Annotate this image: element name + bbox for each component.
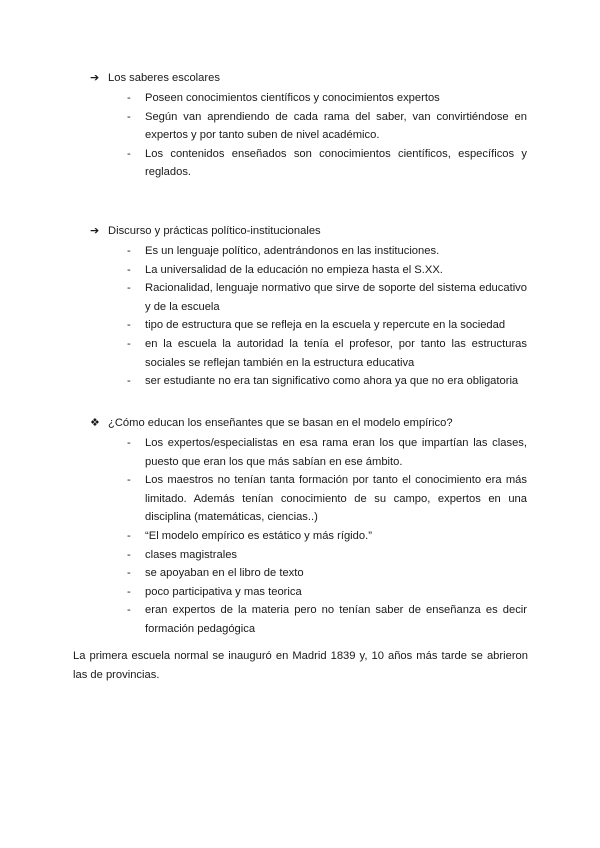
list-item — [0, 89, 600, 108]
section-heading — [90, 414, 453, 432]
list-item — [0, 372, 600, 391]
list-item-text: tipo de estructura que se refleja en la escuela y repercute en la sociedad — [145, 319, 506, 332]
dash-bullet: - — [127, 263, 131, 276]
list-item-text: se apoyaban en el libro de texto — [145, 567, 304, 580]
section-list — [0, 89, 600, 182]
dash-bullet: - — [127, 548, 131, 561]
list-item — [0, 601, 600, 638]
list-item-text: Los contenidos enseñados son conocimientos científicos, específicos y reglados. — [145, 147, 527, 179]
list-item — [0, 583, 600, 602]
section-list — [0, 242, 600, 391]
list-item-text: Según van aprendiendo de cada rama del saber, van convirtiéndose en expertos y por tanto suben de nivel académico. — [145, 110, 527, 142]
list-item-text: Los expertos/especialistas en esa rama eran los que impartían las clases, puesto que eran los que más sabían en ese ámbito. — [145, 437, 527, 468]
section-list — [0, 434, 600, 639]
dash-bullet: - — [127, 282, 131, 295]
list-item — [0, 279, 600, 316]
dash-bullet: - — [127, 92, 131, 104]
list-item — [0, 316, 600, 335]
dash-bullet: - — [127, 437, 131, 449]
list-item — [0, 434, 600, 471]
list-item-text: clases magistrales — [145, 548, 238, 561]
list-item — [0, 145, 600, 182]
dash-bullet: - — [127, 375, 131, 388]
list-item-text: La universalidad de la educación no empieza hasta el S.XX. — [145, 263, 443, 276]
dash-bullet: - — [127, 147, 131, 160]
list-item — [0, 546, 600, 565]
list-item — [0, 108, 600, 145]
list-item-text: Es un lenguaje político, adentrándonos en las instituciones. — [145, 245, 440, 257]
dash-bullet: - — [127, 337, 131, 350]
dash-bullet: - — [127, 110, 131, 123]
section-heading — [90, 69, 220, 87]
list-item-text: “El modelo empírico es estático y más rígido.” — [145, 529, 372, 542]
list-item — [0, 261, 600, 280]
list-item — [0, 242, 600, 261]
list-item-text: Poseen conocimientos científicos y conocimientos expertos — [145, 92, 440, 104]
list-item — [0, 471, 600, 527]
list-item-text: ser estudiante no era tan significativo como ahora ya que no era obligatoria — [145, 375, 519, 388]
list-item — [0, 564, 600, 583]
dash-bullet: - — [127, 319, 131, 332]
dash-bullet: - — [127, 567, 131, 580]
list-item-text: Racionalidad, lenguaje normativo que sirve de soporte del sistema educativo y de la escuela — [145, 282, 527, 313]
closing-paragraph: La primera escuela normal se inauguró en Madrid 1839 y, 10 años más tarde se abrieron las de provincias. — [73, 650, 528, 681]
list-item-text: Los maestros no tenían tanta formación por tanto el conocimiento era más limitado. Además tenían conocimiento de su campo, expertos en una disciplina (matemáticas, ciencias..) — [145, 474, 527, 524]
section-heading — [90, 222, 321, 240]
section-heading-text: Los saberes escolares — [108, 72, 220, 84]
dash-bullet: - — [127, 474, 131, 487]
dash-bullet: - — [127, 585, 131, 598]
dash-bullet: - — [127, 604, 131, 617]
section-heading-text: ¿Cómo educan los enseñantes que se basan en el modelo empírico? — [108, 417, 453, 429]
dash-bullet: - — [127, 245, 131, 257]
section-heading-text: Discurso y prácticas político-institucionales — [108, 225, 321, 237]
list-item-text: en la escuela la autoridad la tenía el profesor, por tanto las estructuras sociales se reflejan también en la estructura educativa — [145, 337, 527, 369]
dash-bullet: - — [127, 529, 131, 542]
arrow-bullet-icon: ➔ — [90, 72, 100, 84]
list-item-text: eran expertos de la materia pero no tenían saber de enseñanza es decir formación pedagógica — [145, 604, 527, 635]
arrow-bullet-icon: ➔ — [90, 225, 100, 237]
list-item — [0, 335, 600, 372]
diamond-bullet-icon: ❖ — [90, 417, 100, 429]
list-item-text: poco participativa y mas teorica — [145, 585, 302, 598]
list-item — [0, 527, 600, 546]
